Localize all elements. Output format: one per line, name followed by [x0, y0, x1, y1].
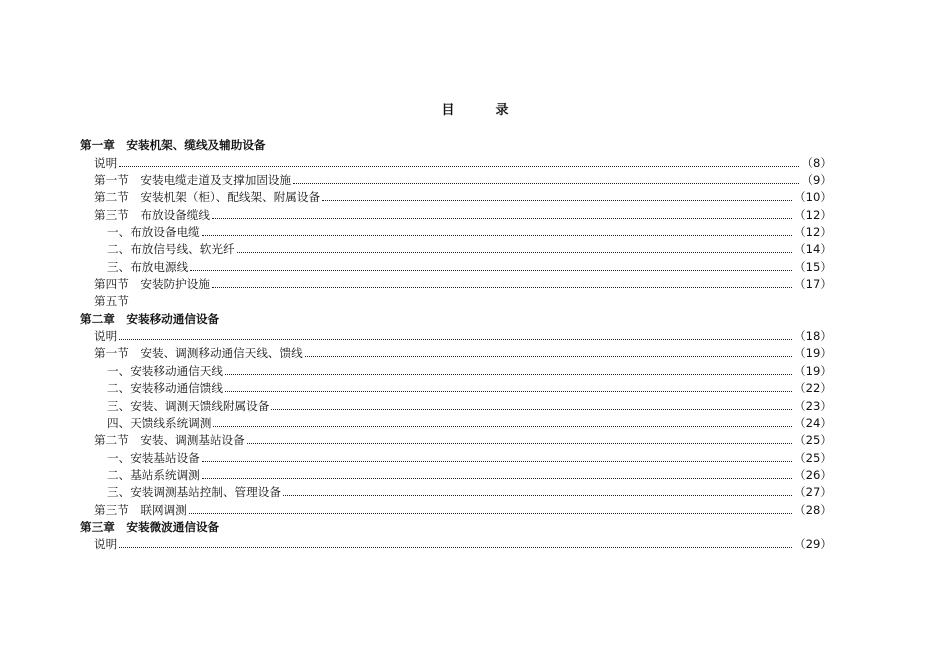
dot-leader — [119, 165, 799, 167]
toc-entry — [80, 343, 832, 360]
toc-entry — [80, 204, 832, 221]
dot-leader — [202, 477, 792, 479]
toc-page-number: （12） — [794, 225, 832, 240]
dot-leader — [212, 286, 792, 288]
toc-entry — [80, 499, 832, 516]
toc-entry-label: 一、安装基站设备 — [107, 450, 200, 465]
table-of-contents — [80, 135, 832, 551]
toc-page-number: （9） — [801, 173, 832, 188]
toc-page-number: （19） — [794, 346, 832, 361]
toc-entry-label: 第一节 安装电缆走道及支撑加固设施 — [94, 173, 292, 188]
toc-entry-label: 四、天馈线系统调测 — [107, 415, 212, 430]
dot-leader — [212, 217, 792, 219]
dot-leader — [237, 251, 793, 253]
dot-leader — [119, 546, 792, 548]
toc-entry-label: 二、布放信号线、软光纤 — [107, 242, 235, 257]
toc-page-number: （17） — [794, 277, 832, 292]
toc-page-number: （14） — [794, 242, 832, 257]
dot-leader — [202, 460, 792, 462]
toc-entry-label: 说明 — [94, 329, 118, 344]
dot-leader — [322, 199, 792, 201]
toc-entry-label: 第二节 安装、调测基站设备 — [94, 433, 245, 448]
toc-page-number: （29） — [794, 537, 832, 552]
toc-entry — [80, 291, 832, 308]
toc-entry-label: 二、安装移动通信馈线 — [107, 381, 223, 396]
toc-chapter-heading — [80, 135, 832, 152]
toc-page-number: （26） — [794, 467, 832, 482]
toc-entry — [80, 239, 832, 256]
dot-leader — [225, 390, 792, 392]
toc-chapter-heading — [80, 517, 832, 534]
toc-entry-label: 第三章 安装微波通信设备 — [80, 519, 220, 534]
toc-entry — [80, 413, 832, 430]
toc-page-number: （19） — [794, 363, 832, 378]
toc-entry-label: 说明 — [94, 155, 118, 170]
toc-title: 目 录 — [441, 103, 523, 118]
toc-page-number: （24） — [794, 415, 832, 430]
toc-entry — [80, 170, 832, 187]
toc-entry-label: 第二节 安装机架（柜）、配线架、附属设备 — [94, 190, 321, 205]
toc-entry-label: 二、基站系统调测 — [107, 467, 200, 482]
dot-leader — [271, 408, 792, 410]
toc-entry — [80, 465, 832, 482]
toc-entry-label: 三、安装、调测天馈线附属设备 — [107, 398, 270, 413]
toc-entry — [80, 395, 832, 412]
dot-leader — [119, 338, 792, 340]
toc-page-number: （27） — [794, 485, 832, 500]
toc-entry-label: 三、布放电源线 — [107, 259, 189, 274]
dot-leader — [202, 234, 792, 236]
toc-entry — [80, 187, 832, 204]
toc-entry — [80, 447, 832, 464]
toc-entry-label: 第三节 联网调测 — [94, 502, 187, 517]
dot-leader — [225, 373, 792, 375]
toc-entry-label: 第一节 安装、调测移动通信天线、馈线 — [94, 346, 303, 361]
toc-page-number: （8） — [801, 155, 832, 170]
toc-entry — [80, 430, 832, 447]
dot-leader — [283, 494, 792, 496]
toc-page-number: （25） — [794, 450, 832, 465]
toc-entry — [80, 152, 832, 169]
toc-entry — [80, 222, 832, 239]
toc-entry-label: 说明 — [94, 537, 118, 552]
dot-leader — [293, 182, 799, 184]
toc-entry — [80, 534, 832, 551]
toc-entry-label: 第三节 布放设备缆线 — [94, 207, 210, 222]
toc-entry-label: 第二章 安装移动通信设备 — [80, 311, 220, 326]
toc-page-number: （23） — [794, 398, 832, 413]
toc-entry-label: 第四节 安装防护设施 — [94, 277, 210, 292]
toc-page-number: （25） — [794, 433, 832, 448]
dot-leader — [305, 355, 792, 357]
toc-page-number: （22） — [794, 381, 832, 396]
toc-page-number: （12） — [794, 207, 832, 222]
dot-leader — [189, 512, 792, 514]
toc-entry-label: 三、安装调测基站控制、管理设备 — [107, 485, 281, 500]
toc-entry-label: 一、安装移动通信天线 — [107, 363, 223, 378]
toc-entry-label: 第一章 安装机架、缆线及辅助设备 — [80, 138, 266, 153]
toc-page-number: （28） — [794, 502, 832, 517]
toc-entry — [80, 482, 832, 499]
dot-leader — [213, 425, 792, 427]
toc-entry — [80, 360, 832, 377]
toc-entry — [80, 256, 832, 273]
dot-leader — [247, 442, 792, 444]
toc-entry — [80, 378, 832, 395]
toc-page-number: （18） — [794, 329, 832, 344]
toc-page-number: （15） — [794, 259, 832, 274]
toc-page-number: （10） — [794, 190, 832, 205]
toc-entry — [80, 274, 832, 291]
toc-entry — [80, 326, 832, 343]
toc-entry-label: 一、布放设备电缆 — [107, 225, 200, 240]
toc-chapter-heading — [80, 308, 832, 325]
toc-entry-label: 第五节 — [94, 294, 129, 309]
dot-leader — [190, 269, 792, 271]
